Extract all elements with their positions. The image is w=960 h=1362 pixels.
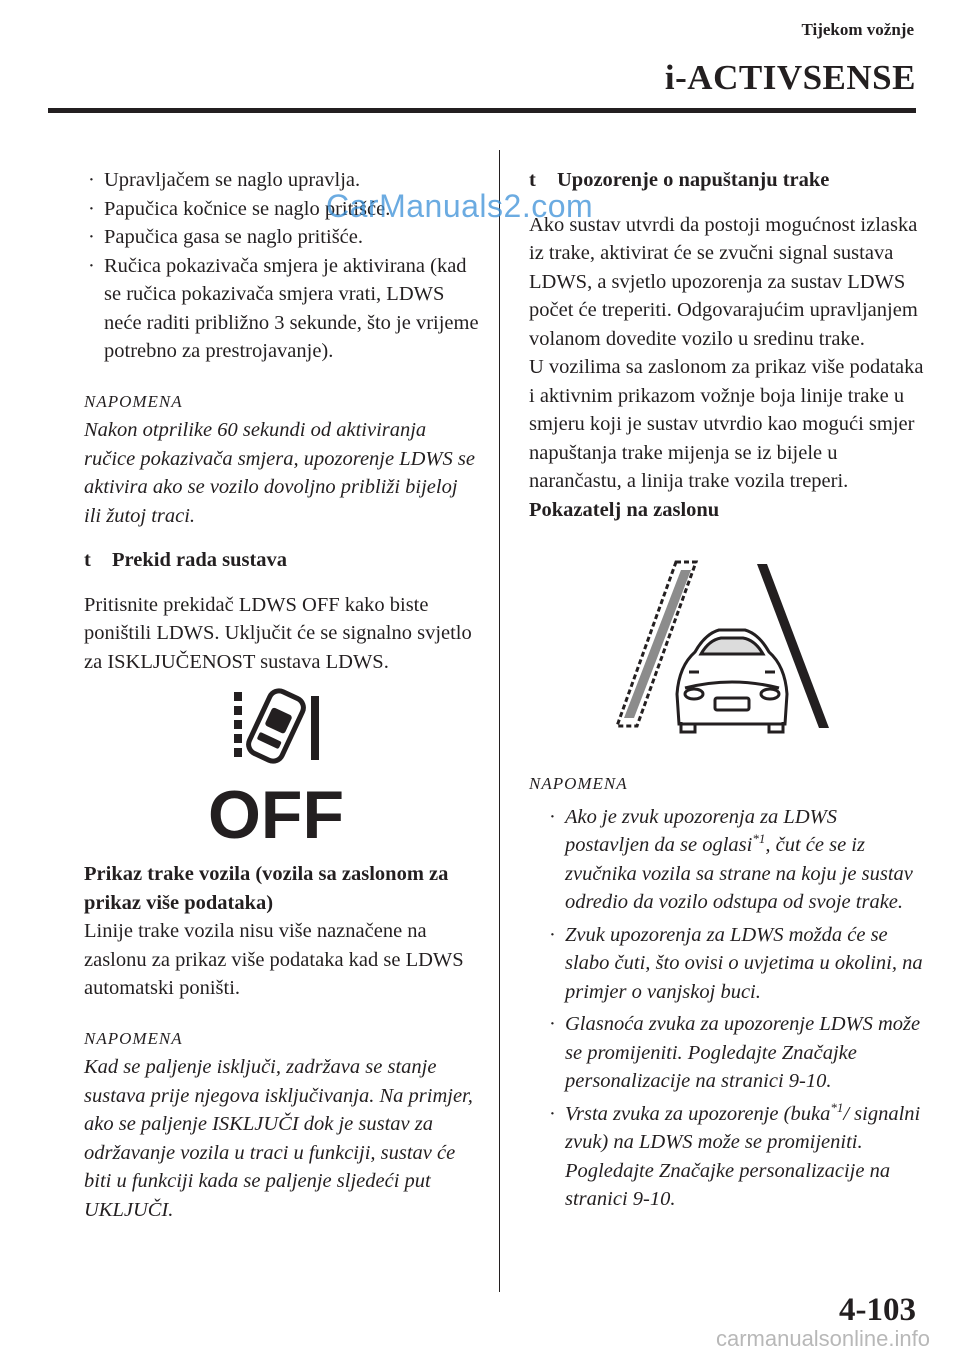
ldws-off-icon — [84, 686, 479, 846]
paragraph: Ako sustav utvrdi da postoji mogućnost izlaska iz trake, aktivirat će se zvučni signal sustava LDWS, a svjetlo upozorenja za sustav LDWS počet će treperiti. Odgovarajućim upravljanjem volanom dovedite vozilo u sredinu trake. — [529, 213, 918, 350]
note-item-text: Ako je zvuk upozorenja za LDWS postavljen da se oglasi — [565, 805, 837, 856]
list-item — [549, 1010, 924, 1096]
right-column — [529, 166, 924, 1214]
note-item-text: / signalni zvuk) na LDWS može se promijeniti. Pogledajte Značajke personalizacije na stranici 9-10. — [565, 1102, 921, 1210]
list-item: · Papučica kočnice se naglo pritišće. — [84, 195, 479, 224]
note-title: NAPOMENA — [84, 1028, 183, 1048]
list-item — [549, 1100, 924, 1214]
subheading: Prikaz trake vozila (vozila sa zaslonom za prikaz više podataka) — [84, 863, 449, 914]
subheading: Pokazatelj na zaslonu — [529, 498, 720, 521]
header-section: Tijekom vožnje — [801, 20, 914, 39]
header-title: i-ACTIVSENSE — [664, 58, 916, 97]
header-rule — [48, 108, 916, 113]
section-text: Pritisnite prekidač LDWS OFF kako biste poništili LDWS. Uključit će se signalno svjetlo za ISKLJUČENOST sustava LDWS. — [84, 593, 472, 673]
note-text: Kad se paljenje isključi, zadržava se stanje sustava prije njegova isključivanja. Na primjer, ako se paljenje ISKLJUČI dok je sustav za održavanje vozila u traci u funkciji, sustav će biti u funkciji kada se paljenje sljedeći put UKLJUČI. — [84, 1056, 473, 1221]
icon-off-text: OFF — [208, 777, 344, 846]
lane-departure-illustration — [529, 554, 924, 764]
subheading-text: Linije trake vozila nisu više naznačene na zaslonu za prikaz više podataka kad se LDWS automatski poništi. — [84, 920, 464, 999]
list-item: · Upravljačem se naglo upravlja. — [84, 166, 479, 195]
page-number: 4-103 — [839, 1292, 916, 1328]
note-item-text: Zvuk upozorenja za LDWS možda će se slabo čuti, što ovisi o uvjetima u okolini, na primjer o vanjskoj buci. — [565, 923, 923, 1003]
section-title: Prekid rada sustava — [112, 549, 288, 571]
list-item: · Papučica gasa se naglo pritišće. — [84, 223, 479, 252]
note-item-text: Glasnoća zvuka za upozorenje LDWS može se promijeniti. Pogledajte Značajke personalizacije na stranici 9-10. — [565, 1013, 921, 1092]
note-title: NAPOMENA — [529, 774, 628, 793]
section-heading — [84, 546, 479, 575]
footnote-ref: *1 — [830, 1099, 844, 1115]
left-column — [84, 166, 479, 1224]
watermark: CarManuals2.com — [326, 188, 594, 224]
note-item-text: Vrsta zvuka za upozorenje (buka — [565, 1102, 831, 1125]
footer-watermark: carmanualsonline.info — [715, 1326, 930, 1351]
list-item: · Ručica pokazivača smjera je aktivirana (kad se ručica pokazivača smjera vrati, LDWS neće raditi približno 3 sekunde, što je vrijeme potrebno za prestrojavanje). — [84, 252, 479, 366]
footnote-ref: *1 — [752, 831, 766, 847]
note-item-text: , čut će se iz zvučnika vozila sa strane na koju je sustav odredio da vozilo odstupa od svoje trake. — [565, 834, 913, 913]
section-marker: t — [84, 549, 91, 571]
note-title: NAPOMENA — [84, 391, 183, 411]
paragraph: U vozilima sa zaslonom za prikaz više podataka i aktivnim prikazom vožnje boja linije trake u smjeru koji je sustav utvrdio kao mogući smjer napuštanja trake mijenja se iz bijele u narančastu, a linija trake vozila treperi. — [529, 356, 924, 492]
note-text: Nakon otprilike 60 sekundi od aktiviranja ručice pokazivača smjera, upozorenje LDWS se aktivira ako se vozilo dovoljno približi bijeloj ili žutoj traci. — [84, 419, 475, 527]
list-item — [549, 803, 924, 917]
list-item — [549, 921, 924, 1007]
section-title: Upozorenje o napuštanju trake — [557, 169, 830, 191]
section-marker: t — [529, 169, 536, 191]
column-divider — [499, 150, 500, 1292]
note-list — [529, 803, 924, 1214]
